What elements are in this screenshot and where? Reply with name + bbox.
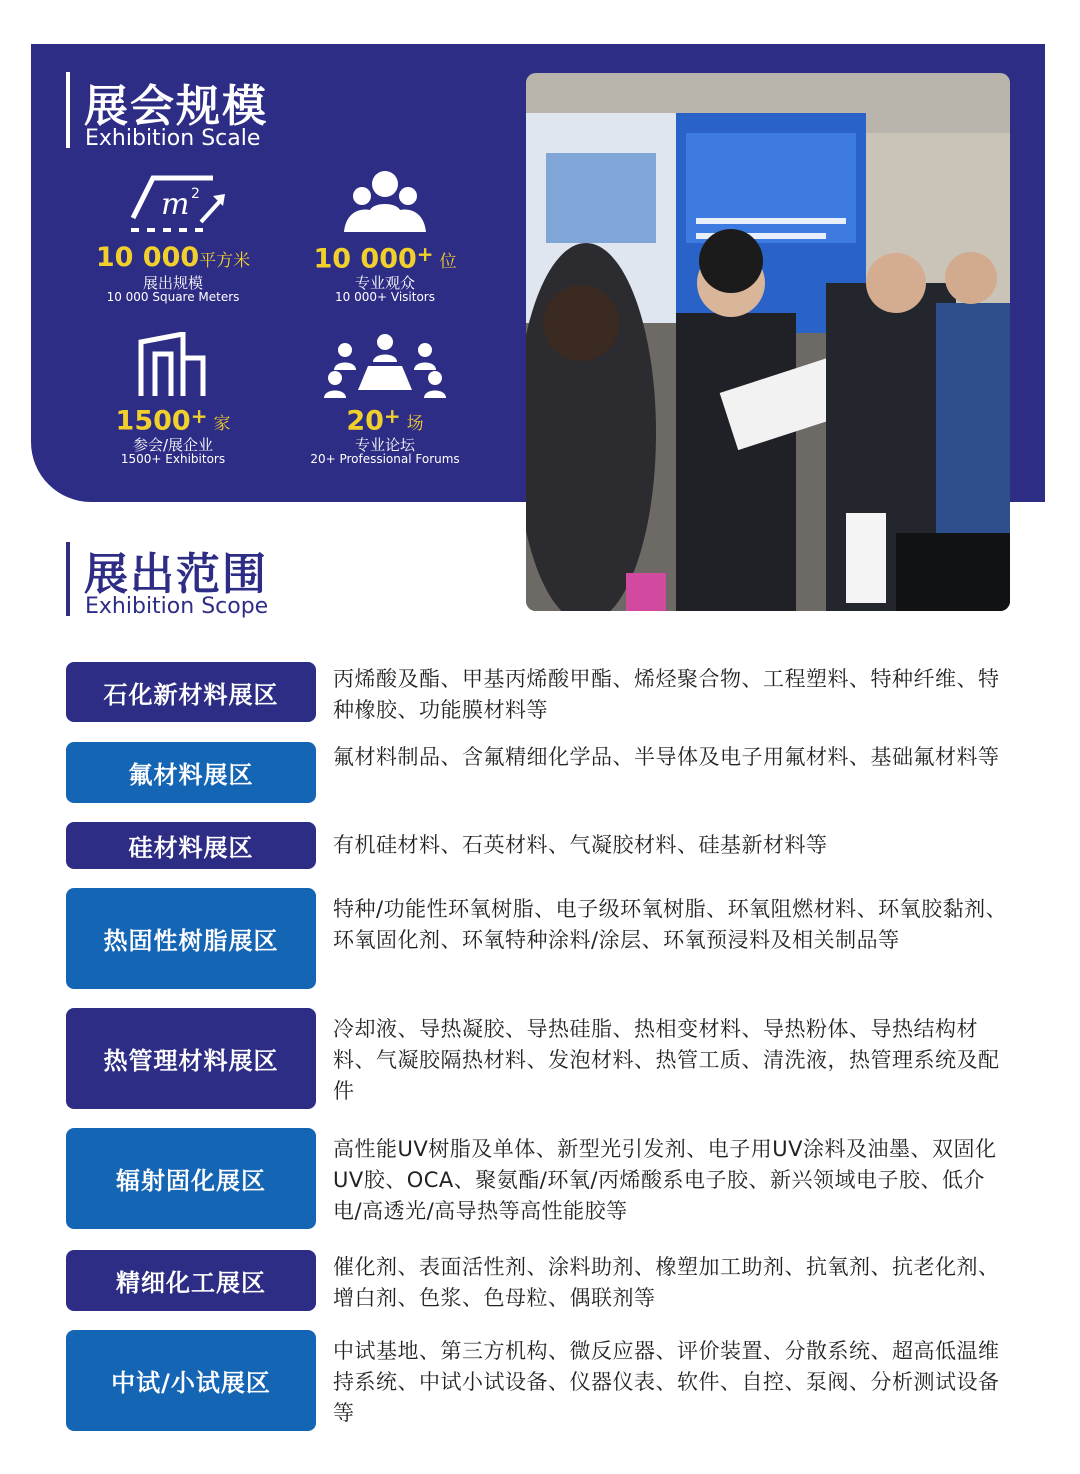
zone-desc: 高性能UV树脂及单体、新型光引发剂、电子用UV涂料及油墨、双固化UV胶、OCA、聚氨酯/环氧/丙烯酸系电子胶、新兴领域电子胶、低介电/高透光/高导热等高性能胶等 (333, 1137, 997, 1223)
stat-visitors-label-en: 10 000+ Visitors (335, 290, 435, 304)
stat-forums (275, 332, 495, 472)
stat-area-label-en: 10 000 Square Meters (106, 290, 240, 304)
stat-area-label-cn: 展出规模 (142, 274, 203, 292)
stat-exhibitors-unit: 家 (213, 414, 231, 435)
zone-row (66, 1008, 1026, 1110)
zone-desc: 催化剂、表面活性剂、涂料助剂、橡塑加工助剂、抗氧剂、抗老化剂、增白剂、色浆、色母粒、偶联剂等 (333, 1255, 1000, 1310)
stat-exhibitors-label-cn: 参会/展企业 (132, 436, 214, 454)
zone-row (66, 742, 1026, 804)
zone-label: 中试/小试展区 (66, 1330, 316, 1431)
zone-label: 热固性树脂展区 (66, 888, 316, 989)
stat-forums-unit: 场 (406, 414, 424, 435)
svg-text:2: 2 (191, 186, 200, 202)
svg-text:m: m (161, 187, 190, 222)
stat-forums-value: 20 (346, 405, 384, 437)
zone-row (66, 822, 1026, 870)
stat-forums-label-en: 20+ Professional Forums (310, 452, 460, 466)
scale-title: 展会规模 (84, 81, 268, 132)
zone-row (66, 662, 1026, 724)
zone-row (66, 1250, 1026, 1312)
zone-label: 热管理材料展区 (66, 1008, 316, 1109)
stat-exhibitors (63, 332, 283, 472)
scope-title: 展出范围 (84, 549, 268, 600)
zone-desc: 特种/功能性环氧树脂、电子级环氧树脂、环氧阻燃材料、环氧胶黏剂、环氧固化剂、环氧特种涂料/涂层、环氧预浸料及相关制品等 (333, 897, 1008, 952)
stat-area-value: 10 000 (95, 242, 200, 273)
zone-row (66, 888, 1026, 990)
stat-exhibitors-plus: + (190, 404, 208, 428)
zone-label: 氟材料展区 (66, 742, 316, 803)
area-m2-icon (113, 170, 233, 234)
stat-visitors (275, 170, 495, 310)
stat-forums-label-cn: 专业论坛 (354, 436, 415, 454)
stat-exhibitors-value: 1500 (115, 405, 191, 437)
zone-label: 精细化工展区 (66, 1250, 316, 1311)
zone-label: 辐射固化展区 (66, 1128, 316, 1229)
zone-desc: 中试基地、第三方机构、微反应器、评价装置、分散系统、超高低温维持系统、中试小试设备、仪器仪表、软件、自控、泵阀、分析测试设备等 (333, 1339, 1000, 1425)
zone-desc: 氟材料制品、含氟精细化学品、半导体及电子用氟材料、基础氟材料等 (333, 745, 1000, 769)
zone-label: 石化新材料展区 (66, 662, 316, 722)
stat-exhibitors-label-en: 1500+ Exhibitors (120, 452, 226, 466)
zone-label: 硅材料展区 (66, 822, 316, 869)
scope-subtitle: Exhibition Scope (85, 594, 269, 619)
scope-title-accent-bar (66, 542, 70, 616)
stat-visitors-plus: + (416, 242, 434, 266)
exhibition-photo (526, 73, 1010, 611)
zone-desc: 丙烯酸及酯、甲基丙烯酸甲酯、烯烃聚合物、工程塑料、特种纤维、特种橡胶、功能膜材料等 (333, 667, 1000, 722)
stat-forums-plus: + (383, 404, 401, 428)
stat-visitors-value: 10 000 (313, 243, 417, 275)
stat-area-unit: 平方米 (199, 251, 251, 271)
stat-visitors-unit: 位 (439, 252, 457, 273)
zone-desc: 冷却液、导热凝胶、导热硅脂、热相变材料、导热粉体、导热结构材料、气凝胶隔热材料、发泡材料、热管工质、清洗液，热管理系统及配件 (333, 1017, 1000, 1103)
title-accent-bar (66, 72, 70, 148)
exhibition-photo-illustration (526, 73, 1010, 611)
zone-row (66, 1128, 1026, 1230)
visitors-group-icon (340, 170, 430, 236)
zone-row (66, 1330, 1026, 1432)
building-icon (133, 332, 213, 398)
scale-subtitle: Exhibition Scale (85, 126, 261, 151)
stat-area (63, 170, 283, 310)
stat-visitors-label-cn: 专业观众 (354, 274, 415, 292)
forum-meeting-icon (320, 332, 450, 400)
zone-desc: 有机硅材料、石英材料、气凝胶材料、硅基新材料等 (333, 833, 828, 857)
